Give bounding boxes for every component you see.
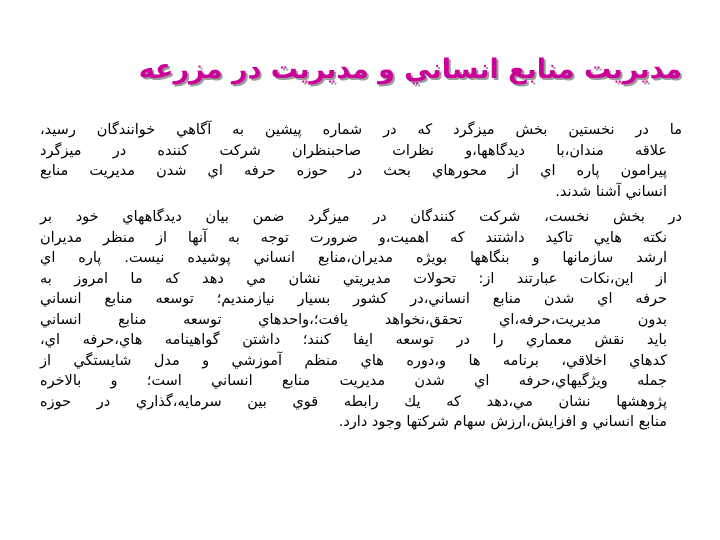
paragraph-line: منابع انساني و افزايش،ارزش سهام شركتها وجود دارد. bbox=[338, 414, 667, 430]
paragraph-line: بدون مديريت،حرفه،اي تحقق،نخواهد يافت؛،واحدهاي توسعه منابع انساني bbox=[40, 311, 667, 328]
paragraph-line: از اين،نكات عبارتند از: تحولات مديريتي نشان مي دهد كه ما امروز به bbox=[40, 270, 667, 287]
paragraph-line: جمله ويژگيهاي،حرفه اي شدن مديريت منابع انساني است؛ و بالاخره bbox=[40, 373, 667, 389]
paragraph-line: پيرامون پاره اي از محورهاي بحث در حوزه حرفه اي شدن مديريت منابع bbox=[40, 163, 667, 179]
paragraph-line: حرفه اي شدن منابع انساني،در كشور بسيار نيازمنديم؛ توسعه منابع انساني bbox=[40, 291, 667, 307]
paragraph-line: كدهاي اخلاقي، برنامه ها و،دوره هاي منظم آموزشي و مدل شايستگي از bbox=[40, 352, 667, 369]
paragraph-1 bbox=[40, 120, 682, 202]
paragraph-line: ارشد سازمانها و بنگاهها بويژه مديران،منابع انساني پوشيده نيست. پاره اي bbox=[40, 250, 667, 266]
paragraph-line: پژوهشها نشان مي،دهد كه يك رابطه قوي بين سرمايه،گذاري در حوزه bbox=[40, 393, 667, 410]
paragraph-line: انساني آشنا شدند. bbox=[555, 183, 667, 200]
paragraph-line: علاقه مندان،با ديدگاهها،و نظرات صاحبنظران شركت كننده در ميزگرد bbox=[40, 142, 667, 159]
paragraph-2 bbox=[40, 207, 682, 433]
slide-title: مديريت منابع انساني و مديريت در مزرعه bbox=[138, 54, 682, 85]
paragraph-line: نكته هايي تاكيد داشتند كه اهميت،و ضرورت توجه به آنها از منظر مديران bbox=[40, 229, 667, 246]
paragraph-line: ما در نخستين بخش ميزگرد كه در شماره پيشين به آگاهي خوانندگان رسيد، bbox=[40, 122, 682, 138]
paragraph-line: در بخش نخست، شركت كنندگان در ميزگرد ضمن بيان ديدگاههاي خود بر bbox=[40, 209, 682, 225]
slide-body bbox=[40, 120, 682, 438]
paragraph-line: بايد نقش معماري را در توسعه ايفا كنند؛ داشتن گواهينامه هاي،حرفه اي، bbox=[40, 332, 667, 348]
